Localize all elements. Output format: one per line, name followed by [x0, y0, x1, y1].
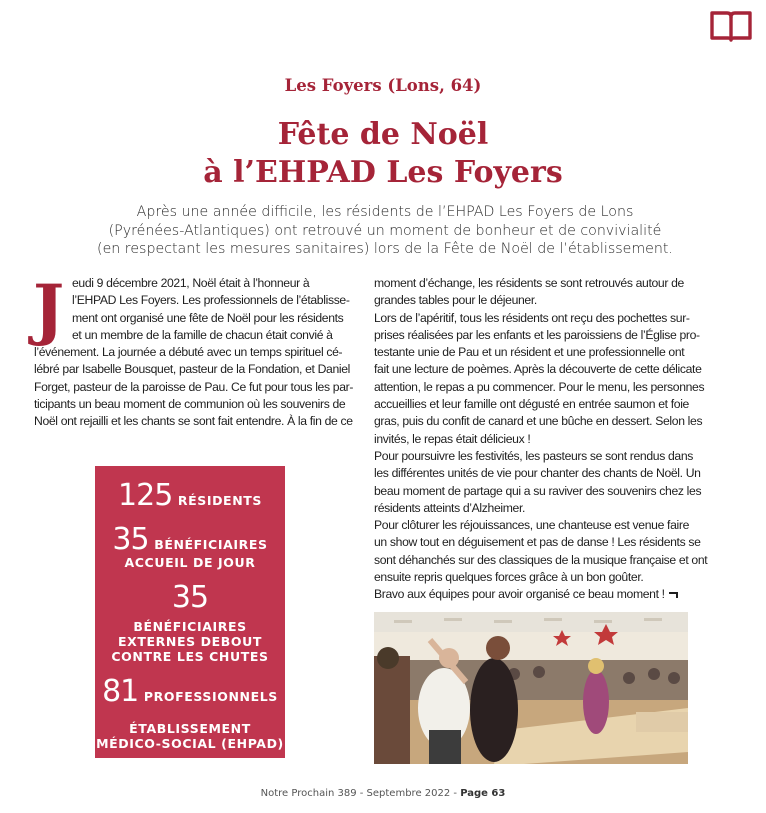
lead-line: Après une année difficile, les résidents de l’EHPAD Les Foyers de Lons [136, 204, 634, 220]
stat-number: 125 [118, 478, 173, 513]
body-line: un show tout en déguisement et pas de danse ! Les résidents se [374, 535, 701, 550]
article-lead [40, 203, 730, 259]
stat-label: RÉSIDENTS [177, 493, 262, 508]
body-line: ticipants un beau moment de communion où les souvenirs de [34, 397, 346, 412]
body-line: ensuite repris quelques forces grâce à un bon goûter. [374, 570, 644, 585]
body-line: l’événement. La journée a débuté avec un temps spirituel cé- [34, 345, 343, 360]
body-line-last [374, 586, 694, 603]
body-line: l’EHPAD Les Foyers. Les professionnels de l’établisse- [72, 293, 350, 308]
body-line: Lors de l’apéritif, tous les résidents ont reçu des pochettes sur- [374, 310, 690, 325]
stat-number: 35 [171, 580, 209, 615]
body-line: beau moment de partage qui a su raviver des souvenirs chez les [374, 483, 702, 498]
body-line: fait une lecture de poèmes. Après la découverte de cette délicate [374, 362, 702, 377]
drop-cap: J [33, 270, 65, 348]
lead-line: (en respectant les mesures sanitaires) lors de la Fête de Noël de l’établissement. [97, 241, 673, 258]
body-line: accueillies et leur famille ont dégusté en entrée saumon et foie [374, 397, 689, 412]
body-line: et un membre de la famille de chacun était convié à [72, 327, 333, 342]
closing-sentence: Bravo aux équipes pour avoir organisé ce beau moment ! [374, 587, 665, 602]
title-line: Fête de Noël [277, 117, 489, 152]
stat-label: BÉNÉFICIAIRES [154, 537, 268, 552]
body-line: ment ont organisé une fête de Noël pour les résidents [72, 310, 344, 325]
footer-text: Notre Prochain 389 - Septembre 2022 - [260, 788, 461, 799]
body-line: sont déhanchés sur des classiques de la musique française et ont [374, 552, 708, 567]
body-line: les différentes unités de vie pour chanter des chants de Noël. Un [374, 466, 701, 481]
title-line: à l’EHPAD Les Foyers [203, 155, 563, 190]
stat-label: ÉTABLISSEMENT [129, 721, 251, 736]
stat-label: MÉDICO-SOCIAL (EHPAD) [96, 736, 284, 751]
body-column-right [374, 275, 708, 604]
body-line: moment d’échange, les résidents se sont retrouvés autour de [374, 276, 684, 290]
open-book-icon [709, 7, 753, 43]
stat-number: 35 [112, 522, 149, 557]
body-line: Pour poursuivre les festivités, les pasteurs se sont rendus dans [374, 448, 694, 463]
lead-line: (Pyrénées-Atlantiques) ont retrouvé un moment de bonheur et de convivialité [108, 222, 662, 239]
body-line: Forget, pasteur de la paroisse de Pau. Ce fut pour tous les par- [34, 379, 354, 394]
article-kicker: Les Foyers (Lons, 64) [284, 76, 482, 95]
body-column-left [33, 270, 364, 431]
stat-label: CONTRE LES CHUTES [111, 649, 269, 664]
body-line: attention, le repas a pu commencer. Pour le menu, les personnes [374, 379, 705, 394]
body-line: Noël ont rejailli et les chants se sont fait entendre. À la fin de ce [34, 414, 353, 429]
body-line: testante unie de Pau et un résident et une professionnelle ont [374, 345, 685, 360]
body-line: eudi 9 décembre 2021, Noël était à l’honneur à [72, 276, 310, 290]
stat-label: BÉNÉFICIAIRES [133, 619, 247, 634]
body-line: Pour clôturer les réjouissances, une chanteuse est venue faire [374, 518, 690, 533]
page-number: Page 63 [460, 788, 506, 799]
key-figures-box [95, 466, 285, 758]
body-line: prises réalisées par les enfants et les paroissiens de l’Église pro- [374, 327, 700, 342]
stat-label: EXTERNES DEBOUT [118, 634, 262, 649]
stat-label: PROFESSIONNELS [143, 689, 278, 704]
party-photo [374, 612, 688, 764]
body-line: invités, le repas était délicieux ! [374, 431, 531, 446]
body-line: lébré par Isabelle Bousquet, pasteur de la Fondation, et Daniel [34, 362, 351, 377]
stat-number: 81 [102, 674, 139, 709]
stat-label: ACCUEIL DE JOUR [124, 555, 256, 570]
body-line: gras, puis du confit de canard et une bûche en dessert. Selon les [374, 414, 703, 429]
stat-accueil [95, 522, 285, 557]
stat-professionnels [95, 674, 285, 709]
end-of-article-mark [669, 592, 678, 598]
body-line: résidents atteints d’Alzheimer. [374, 500, 526, 515]
page-footer [0, 788, 766, 799]
body-line: grandes tables pour le déjeuner. [374, 293, 537, 308]
stat-residents [95, 478, 285, 513]
article-title [0, 116, 766, 192]
